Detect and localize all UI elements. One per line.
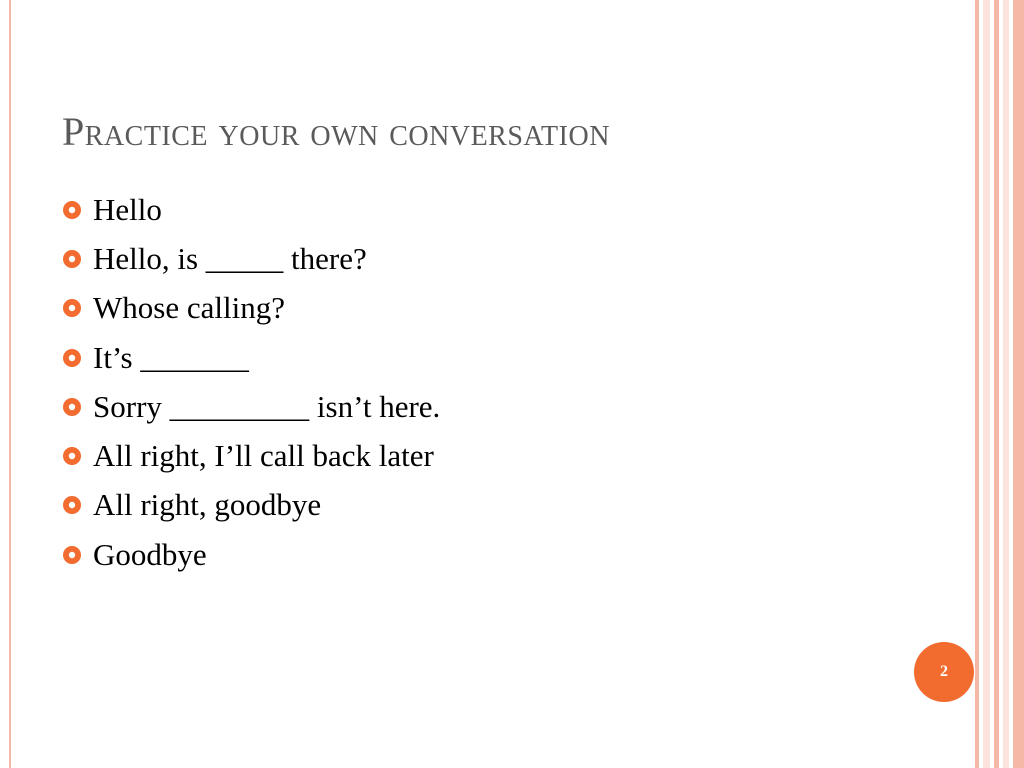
bullet-item [62,382,440,431]
bullet-text: All right, I’ll call back later [93,438,434,474]
bullet-item [62,481,440,530]
bullet-item [62,431,440,480]
orange-circle-bullet-icon [62,200,82,220]
bullet-text: Whose calling? [93,290,285,326]
bullet-text: Goodbye [93,536,207,572]
left-border-line [9,0,11,768]
bullet-text: Hello, is _____ there? [93,240,367,276]
orange-circle-bullet-icon [62,446,82,466]
bullet-text: Sorry _________ isn’t here. [93,388,441,424]
orange-circle-bullet-icon [62,397,82,417]
orange-circle-bullet-icon [62,545,82,565]
right-stripe-5 [1013,0,1024,768]
bullet-item [62,333,440,382]
bullet-item [62,284,440,333]
orange-circle-bullet-icon [62,348,82,368]
right-stripe-2 [983,0,990,768]
right-stripe-3 [994,0,999,768]
right-stripe-1 [975,0,979,768]
bullet-text: All right, goodbye [93,487,322,523]
bullet-item [62,234,440,283]
right-stripe-4 [1003,0,1009,768]
slide-title: Practice your own conversation [62,109,610,154]
orange-circle-bullet-icon [62,249,82,269]
orange-circle-bullet-icon [62,495,82,515]
bullet-item [62,530,440,579]
bullet-list [62,185,440,579]
orange-circle-bullet-icon [62,298,82,318]
page-number-badge: 2 [914,642,974,702]
bullet-text: It’s _______ [93,339,249,375]
bullet-item [62,185,440,234]
bullet-text: Hello [93,191,162,227]
